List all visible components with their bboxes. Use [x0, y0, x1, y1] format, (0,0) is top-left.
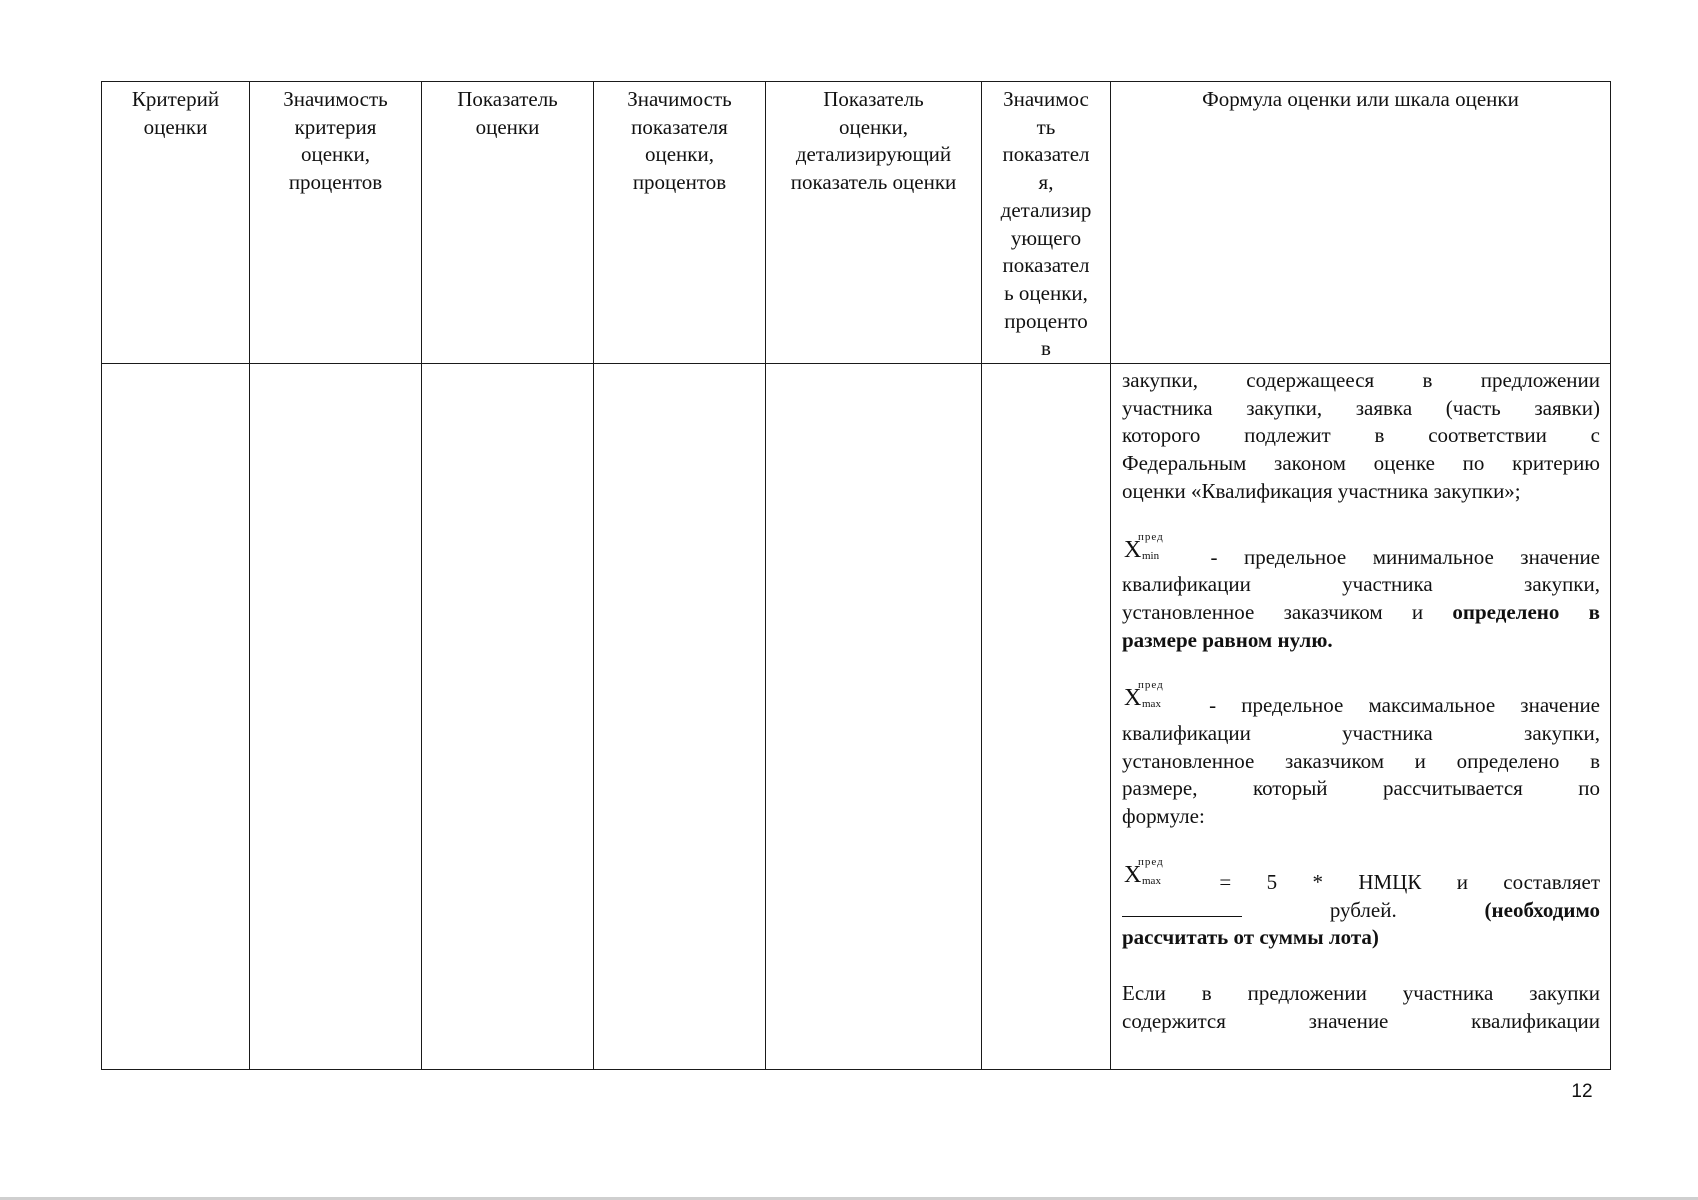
formula-paragraph-5: Если в предложении участника закупки содержится значение квалификации — [1122, 980, 1600, 1033]
page-number: 12 — [1571, 1081, 1593, 1102]
cell-detail-weight — [982, 364, 1111, 1070]
header-row — [102, 82, 1611, 364]
formula-paragraph-4: X пред max = 5 * НМЦК и составляет рублей. (необходимо рассчитать от суммы лота) — [1122, 855, 1600, 950]
header-criterion: Критерий оценки — [102, 82, 250, 364]
formula-paragraph-1: закупки, содержащееся в предложении участника закупки, заявка (часть заявки) которого подлежит в соответствии с Федеральным законом оценке по критерию оценки «Квалификация участника закупки»; — [1122, 368, 1600, 503]
criteria-table — [101, 81, 1611, 1070]
x-max-pred-symbol-2: X пред max — [1124, 855, 1164, 888]
header-formula: Формула оценки или шкала оценки — [1111, 82, 1611, 364]
header-detail-indicator: Показатель оценки, детализирующий показатель оценки — [766, 82, 982, 364]
header-criterion-weight: Значимость критерия оценки, процентов — [250, 82, 422, 364]
cell-detail-indicator — [766, 364, 982, 1070]
header-indicator-weight: Значимость показателя оценки, процентов — [594, 82, 766, 364]
header-detail-weight: Значимос ть показател я, детализир ующего показател ь оценки, проценто в — [982, 82, 1111, 364]
cell-indicator-weight — [594, 364, 766, 1070]
amount-blank-line — [1122, 898, 1242, 917]
body-row — [102, 364, 1611, 1070]
formula-paragraph-3: X пред max - предельное максимальное значение квалификации участника закупки, установленное заказчиком и определено в размере, который рассчитывается по формуле: — [1122, 679, 1600, 829]
x-min-pred-symbol: X пред min — [1124, 530, 1164, 563]
cell-criterion — [102, 364, 250, 1070]
cell-indicator — [422, 364, 594, 1070]
cell-criterion-weight — [250, 364, 422, 1070]
cell-formula — [1111, 364, 1611, 1070]
formula-paragraph-2: X пред min - предельное минимальное значение квалификации участника закупки, установленное заказчиком и определено в размере равном нулю. — [1122, 530, 1600, 652]
x-max-pred-symbol: X пред max — [1124, 679, 1164, 712]
header-indicator: Показатель оценки — [422, 82, 594, 364]
